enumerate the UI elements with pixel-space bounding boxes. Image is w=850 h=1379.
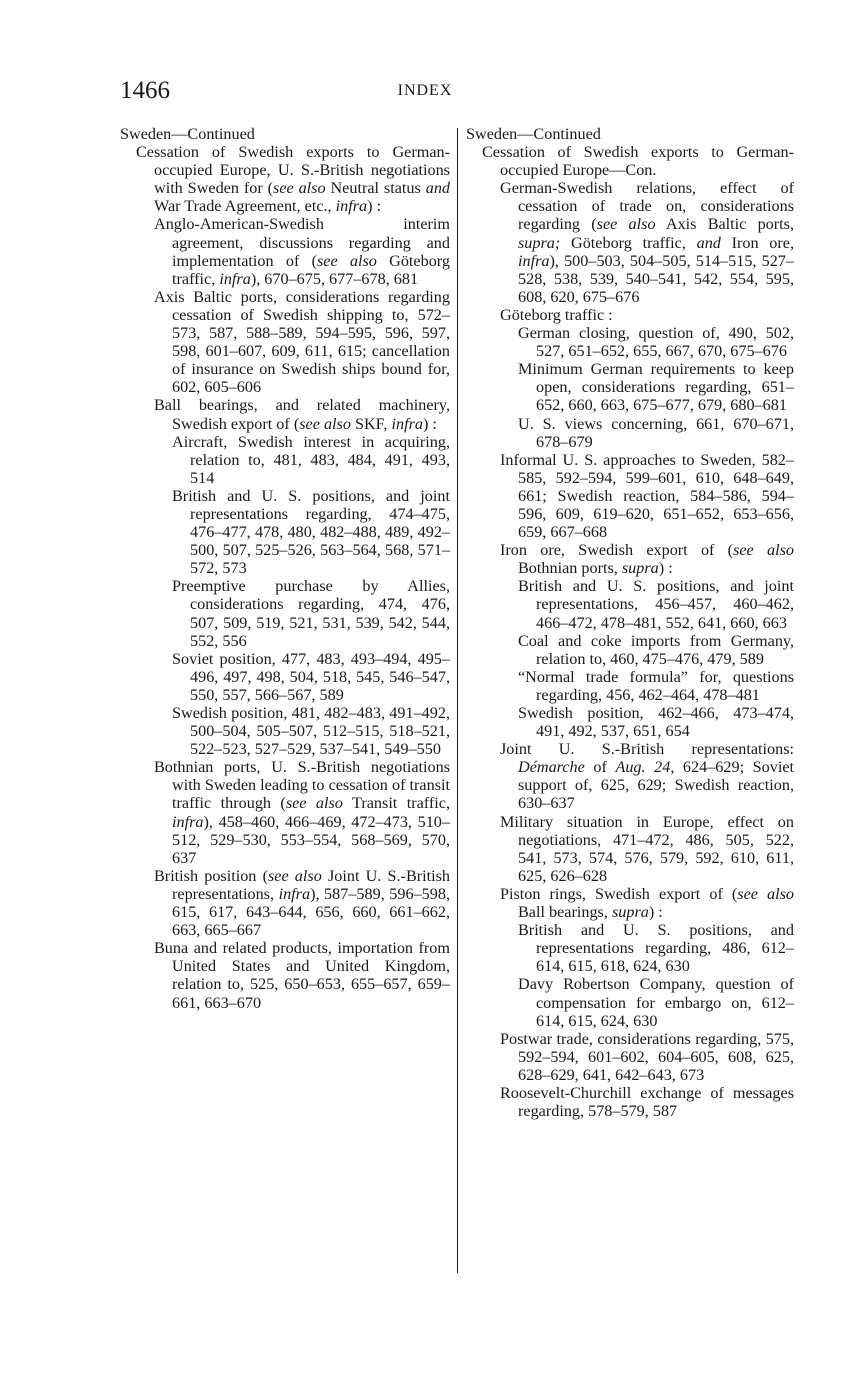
index-entry: Swedish position, 481, 482–483, 491–492, 500–504, 505–507, 512–515, 518–521, 522–523, 527–529, 537–541, 549–550: [172, 704, 450, 759]
index-entry: British and U. S. positions, and joint representations regarding, 474–475, 476–477, 478, 480, 482–488, 489, 492–500, 507, 525–526, 563–564, 568, 571–572, 573: [172, 486, 450, 578]
left-column: [120, 125, 450, 1012]
index-entry: Axis Baltic ports, considerations regarding cessation of Swedish shipping to, 572–573, 587, 588–589, 594–595, 596, 597, 598, 601–607, 609, 611, 615; cancellation of insurance on Swedish ships bound for, 602, 605–606: [154, 287, 450, 397]
index-entry: Military situation in Europe, effect on negotiations, 471–472, 486, 505, 522, 541, 573, 574, 576, 579, 592, 610, 611, 625, 626–628: [500, 812, 794, 885]
index-entry: Cessation of Swedish exports to German-occupied Europe—Con.: [482, 143, 794, 180]
index-entry: Coal and coke imports from Germany, relation to, 460, 475–476, 479, 589: [518, 631, 794, 668]
index-entry: British and U. S. positions, and joint representations, 456–457, 460–462, 466–472, 478–481, 552, 641, 660, 663: [518, 577, 794, 632]
index-entry: German-Swedish relations, effect of cessation of trade on, considerations regarding (see also Axis Baltic ports, supra; Göteborg traffic, and Iron ore, infra), 500–503, 504–505, 514–515, 527–528, 538, 539, 540–541, 542, 554, 595, 608, 620, 675–676: [500, 179, 795, 306]
index-entry: Buna and related products, importation from United States and United Kingdom, relation to, 525, 650–653, 655–657, 659–661, 663–670: [154, 939, 450, 1012]
index-entry: Bothnian ports, U. S.-British negotiations with Sweden leading to cessation of transit traffic through (see also Transit traffic, infra), 458–460, 466–469, 472–473, 510–512, 529–530, 553–554, 568–569, 570, 637: [154, 758, 451, 867]
index-entry: German closing, question of, 490, 502, 527, 651–652, 655, 667, 670, 675–676: [518, 324, 794, 361]
index-entry: Soviet position, 477, 483, 493–494, 495–496, 497, 498, 504, 518, 545, 546–547, 550, 557, 566–567, 589: [172, 649, 450, 704]
index-entry: “Normal trade formula” for, questions regarding, 456, 462–464, 478–481: [518, 667, 794, 704]
index-entry: Minimum German requirements to keep open, considerations regarding, 651–652, 660, 663, 675–677, 679, 680–681: [518, 360, 794, 415]
index-entry: British and U. S. positions, and representations regarding, 486, 612–614, 615, 618, 624, 630: [518, 921, 794, 976]
index-entry: Informal U. S. approaches to Sweden, 582–585, 592–594, 599–601, 610, 648–649, 661; Swedish reaction, 584–586, 594–596, 609, 619–620, 651–652, 653–656, 659, 667–668: [500, 450, 794, 542]
index-entry: Anglo-American-Swedish interim agreement, discussions regarding and implementation of (see also Göteborg traffic, infra), 670–675, 677–678, 681: [154, 215, 450, 288]
index-entry: Postwar trade, considerations regarding, 575, 592–594, 601–602, 604–605, 608, 625, 628–629, 641, 642–643, 673: [500, 1029, 794, 1084]
page-number: 1466: [120, 77, 170, 104]
index-entry: Joint U. S.-British representations: Démarche of Aug. 24, 624–629; Soviet support of, 625, 629; Swedish reaction, 630–637: [500, 740, 795, 813]
index-entry: Roosevelt-Churchill exchange of messages regarding, 578–579, 587: [500, 1083, 794, 1121]
column-rule: [457, 128, 458, 1273]
index-entry: Aircraft, Swedish interest in acquiring, relation to, 481, 483, 484, 491, 493, 514: [172, 432, 450, 487]
index-entry: Sweden—Continued: [466, 125, 601, 143]
index-entry: Swedish position, 462–466, 473–474, 491, 492, 537, 651, 654: [518, 704, 794, 741]
index-entry: Iron ore, Swedish export of (see also Bothnian ports, supra) :: [500, 541, 794, 578]
index-entry: Preemptive purchase by Allies, considerations regarding, 474, 476, 507, 509, 519, 521, 531, 539, 542, 544, 552, 556: [172, 577, 450, 650]
index-entry: Cessation of Swedish exports to German-occupied Europe, U. S.-British negotiations with Sweden for (see also Neutral status and War Trade Agreement, etc., infra) :: [136, 143, 450, 216]
index-entry: U. S. views concerning, 661, 670–671, 678–679: [518, 414, 794, 451]
index-entry: Sweden—Continued: [120, 125, 255, 143]
index-entry: Piston rings, Swedish export of (see also Ball bearings, supra) :: [500, 884, 795, 922]
index-entry: Ball bearings, and related machinery, Swedish export of (see also SKF, infra) :: [154, 396, 450, 433]
index-entry: Davy Robertson Company, question of compensation for embargo on, 612–614, 615, 624, 630: [518, 975, 794, 1030]
running-head: INDEX: [397, 82, 453, 99]
right-column: [466, 125, 794, 1120]
index-entry: British position (see also Joint U. S.-British representations, infra), 587–589, 596–598, 615, 617, 643–644, 656, 660, 661–662, 663, 665–667: [154, 866, 451, 940]
index-entry: Göteborg traffic :: [500, 305, 613, 324]
